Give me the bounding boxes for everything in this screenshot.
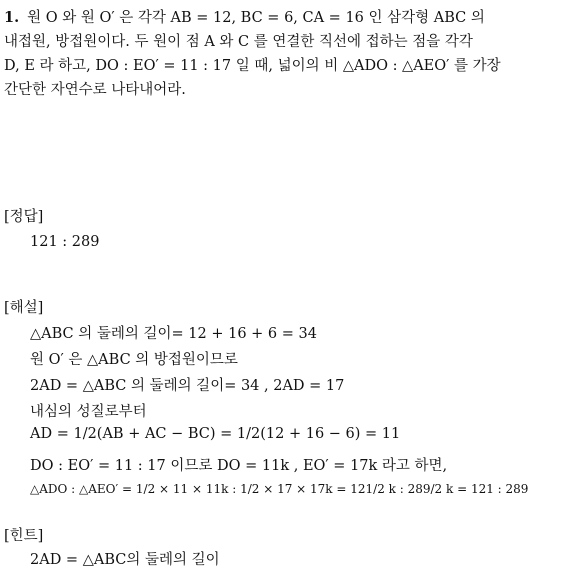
problem-line-3: D, E 라 하고, DO : EO′ = 11 : 17 일 때, 넓이의 비 △ADO : △AEO′ 를 가장 xyxy=(4,58,501,74)
problem-statement xyxy=(4,6,570,102)
explanation-line-3: 2AD = △ABC 의 둘레의 길이= 34 , 2AD = 17 xyxy=(30,378,345,394)
hint-label: [힌트] xyxy=(4,528,44,544)
explanation-line-2: 원 O′ 은 △ABC 의 방접원이므로 xyxy=(30,352,238,368)
answer-label: [정답] xyxy=(4,209,44,225)
answer-value: 121 : 289 xyxy=(30,234,100,250)
explanation-line-4: 내심의 성질로부터 xyxy=(30,404,147,420)
problem-text-1: 원 O 와 원 O′ 은 각각 AB = 12, BC = 6, CA = 16 인 삼각형 ABC 의 xyxy=(27,10,485,26)
problem-number: 1. xyxy=(4,9,20,26)
explanation-line-7: △ADO : △AEO′ = 1/2 × 11 × 11k : 1/2 × 17 × 17k = 121/2 k : 289/2 k = 121 : 289 xyxy=(30,482,529,496)
hint-text: 2AD = △ABC의 둘레의 길이 xyxy=(30,552,220,568)
explanation-label: [해설] xyxy=(4,300,44,316)
explanation-line-6: DO : EO′ = 11 : 17 이므로 DO = 11k , EO′ = 17k 라고 하면, xyxy=(30,458,448,474)
explanation-line-5: AD = 1/2(AB + AC − BC) = 1/2(12 + 16 − 6) = 11 xyxy=(30,426,401,442)
problem-line-4: 간단한 자연수로 나타내어라. xyxy=(4,82,186,98)
problem-line-1 xyxy=(4,6,570,30)
problem-line-2: 내접원, 방접원이다. 두 원이 점 A 와 C 를 연결한 직선에 접하는 점을 각각 xyxy=(4,34,473,50)
explanation-line-1: △ABC 의 둘레의 길이= 12 + 16 + 6 = 34 xyxy=(30,326,317,342)
